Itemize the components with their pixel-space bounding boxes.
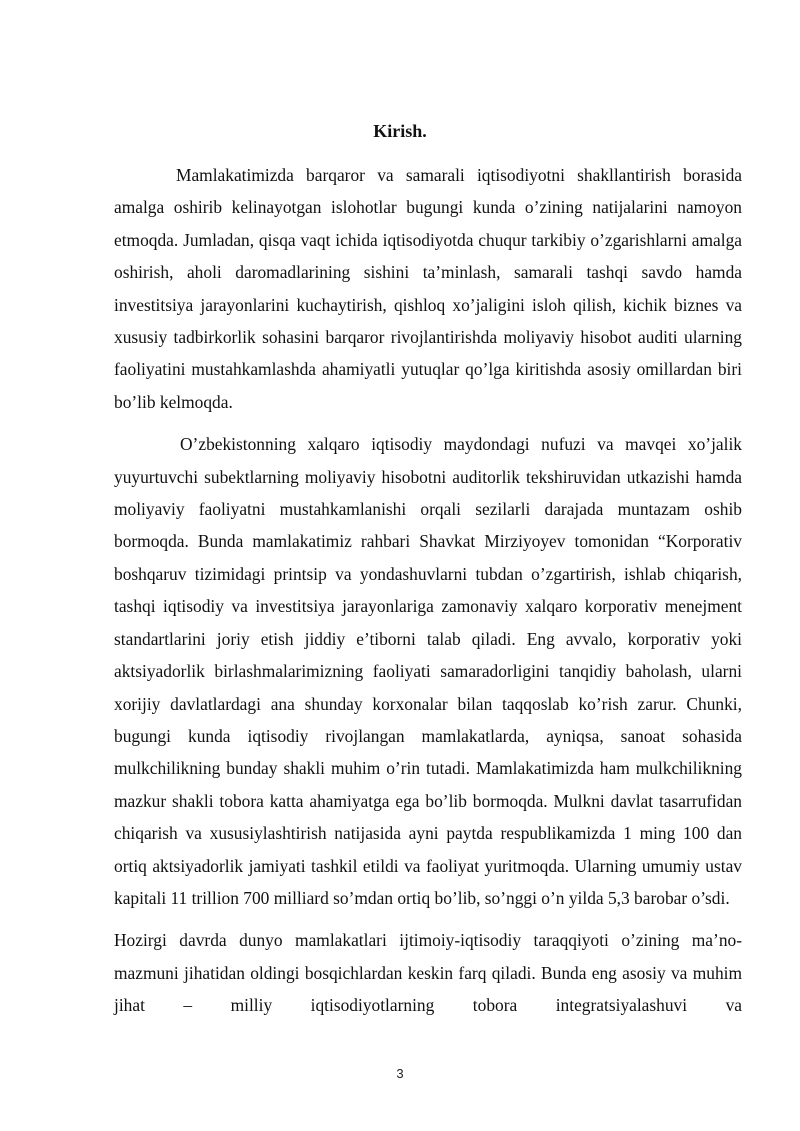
body-text <box>114 159 742 1022</box>
paragraph-1: Mamlakatimizda barqaror va samarali iqtisodiyotni shakllantirish borasida amalga oshirib kelinayotgan islohotlar bugungi kunda o’zining natijalarini namoyon etmoqda. Jumladan, qisqa vaqt ichida iqtisodiyotda chuqur tarkibiy o’zgarishlarni amalga oshirish, aholi daromadlarining sishini ta’minlash, samarali tashqi savdo hamda investitsiya jarayonlarini kuchaytirish, qishloq xo’jaligini isloh qilish, kichik biznes va xususiy tadbirkorlik sohasini barqaror rivojlantirishda moliyaviy hisobot auditi ularning faoliyatini mustahkamlashda ahamiyatli yutuqlar qo’lga kiritishda asosiy omillardan biri bo’lib kelmoqda. <box>114 165 742 412</box>
page-number: 3 <box>396 1066 404 1081</box>
section-heading: Kirish. <box>373 121 427 141</box>
paragraph-3: Hozirgi davrda dunyo mamlakatlari ijtimoiy-iqtisodiy taraqqiyoti o’zining ma’no-mazmuni jihatidan oldingi bosqichlardan keskin farq qiladi. Bunda eng asosiy va muhim jihat – milliy iqtisodiyotlarning tobora integratsiyalashuvi va <box>114 930 742 1016</box>
paragraph-2: O’zbekistonning xalqaro iqtisodiy maydondagi nufuzi va mavqei xo’jalik yuyurtuvchi subektlarning moliyaviy hisobotni auditorlik tekshiruvidan utkazishi hamda moliyaviy faoliyatni mustahkamlanishi orqali sezilarli darajada muntazam oshib bormoqda. Bunda mamlakatimiz rahbari Shavkat Mirziyoyev tomonidan “Korporativ boshqaruv tizimidagi printsip va yondashuvlarni tubdan o’zgartirish, ishlab chiqarish, tashqi iqtisodiy va investitsiya jarayonlariga zamonaviy xalqaro korporativ menejment standartlarini joriy etish jiddiy e’tiborni talab qiladi. Eng avvalo, korporativ yoki aktsiyadorlik birlashmalarimizning faoliyati samaradorligini tanqidiy baholash, ularni xorijiy davlatlardagi ana shunday korxonalar bilan taqqoslab ko’rish zarur. Chunki, bugungi kunda iqtisodiy rivojlangan mamlakatlarda, ayniqsa, sanoat sohasida mulkchilikning bunday shakli muhim o’rin tutadi. Mamlakatimizda ham mulkchilikning mazkur shakli tobora katta ahamiyatga ega bo’lib bormoqda. Mulkni davlat tasarrufidan chiqarish va xususiylashtirish natijasida ayni paytda respublikamizda 1 ming 100 dan ortiq aktsiyadorlik jamiyati tashkil etildi va faoliyat yuritmoqda. Ularning umumiy ustav kapitali 11 trillion 700 milliard so’mdan ortiq bo’lib, so’nggi o’n yilda 5,3 barobar o’sdi. <box>114 434 742 908</box>
